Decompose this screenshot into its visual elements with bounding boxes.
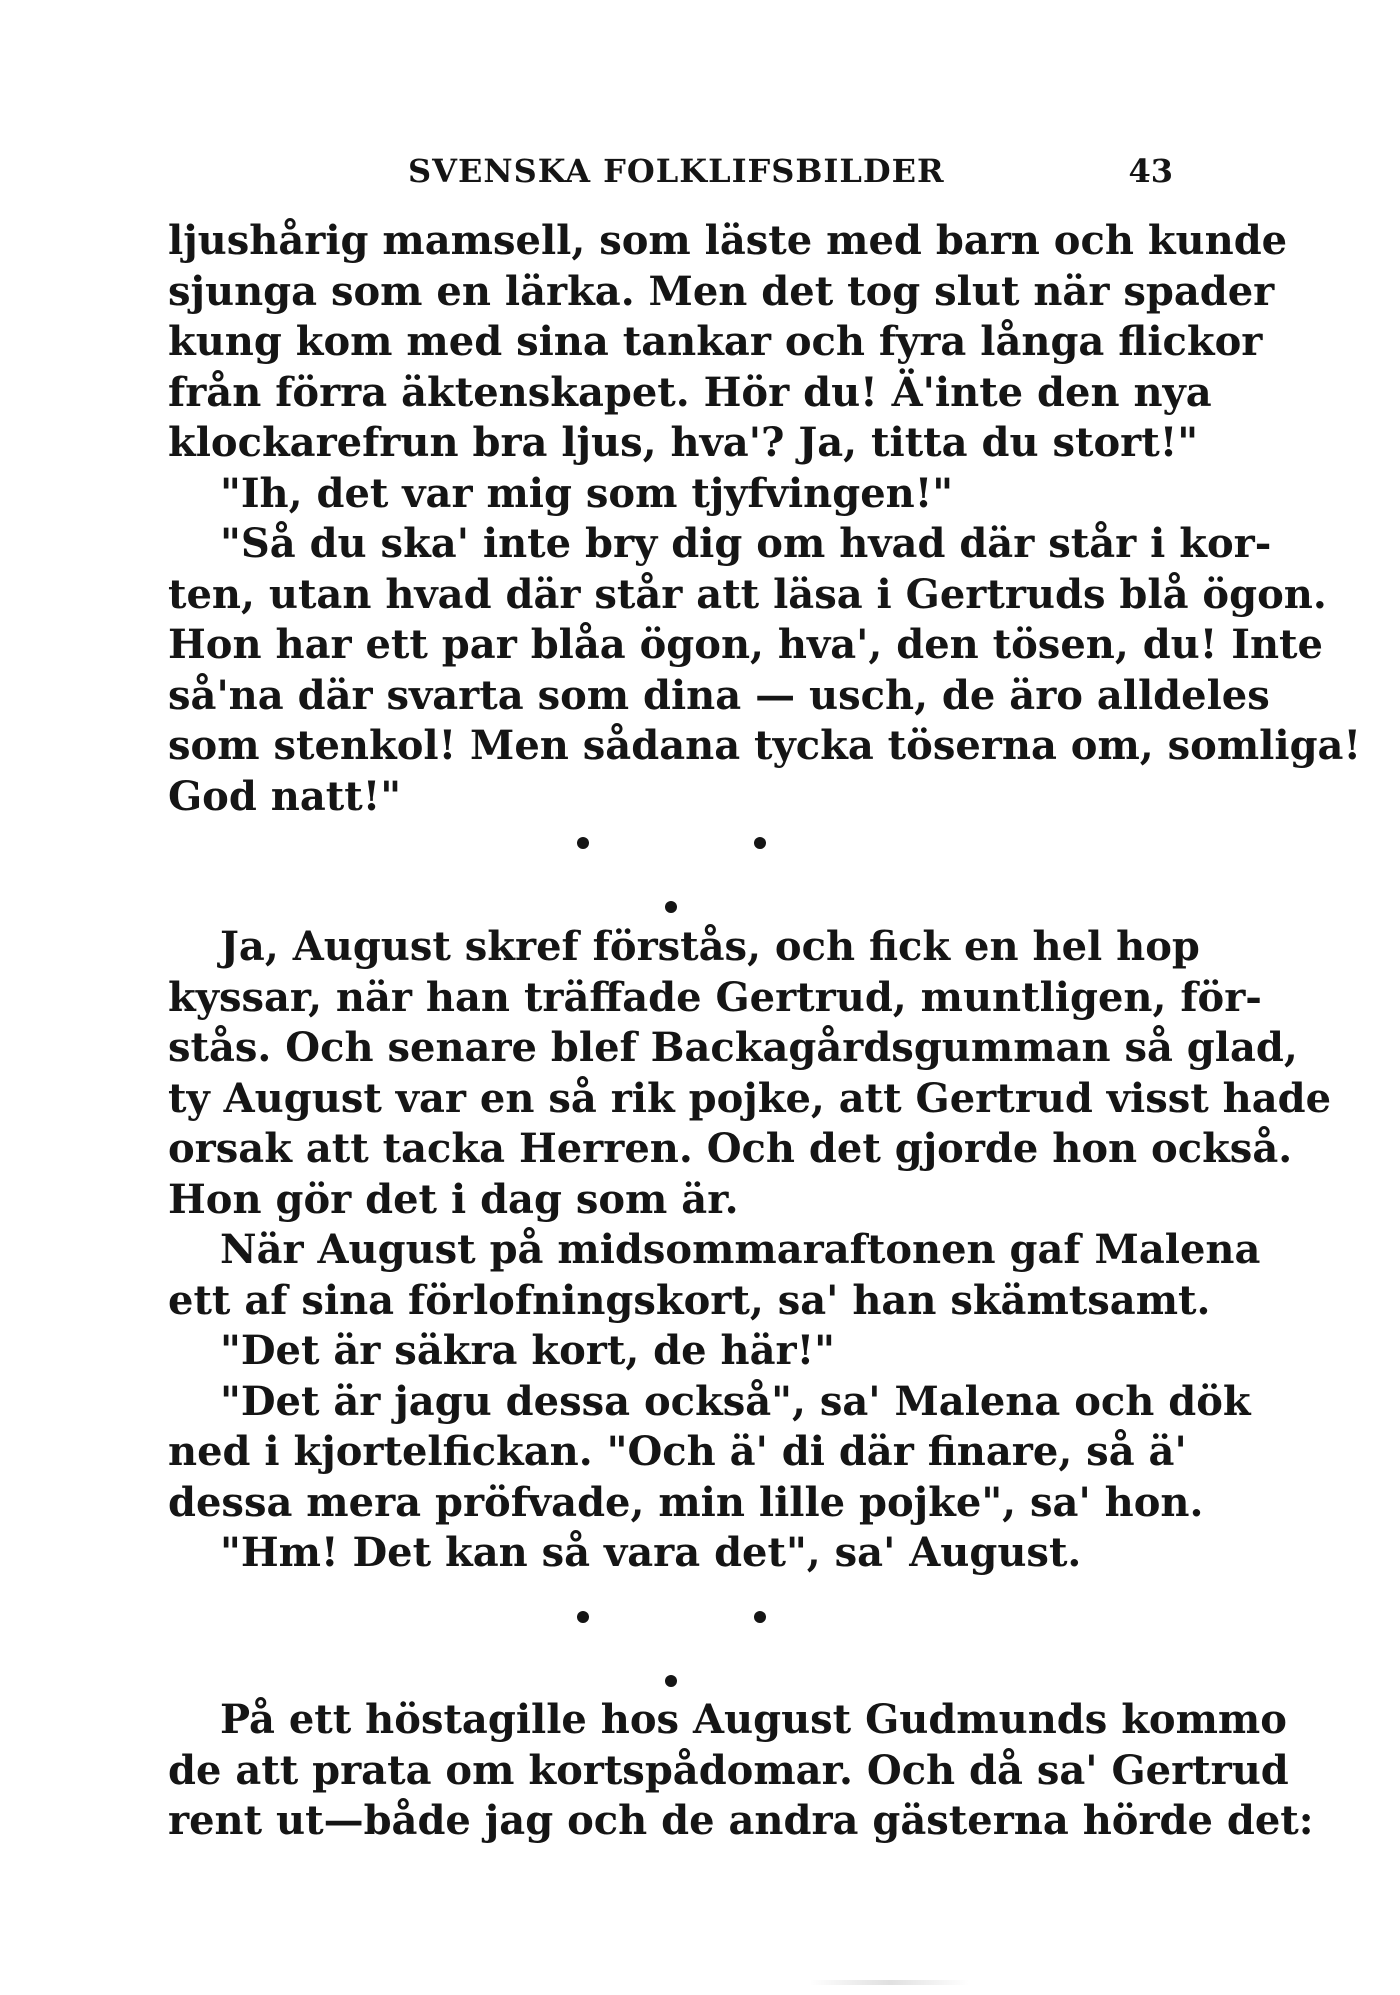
page-number: 43 (1128, 152, 1173, 190)
text-line: klockarefrun bra ljus, hva'? Ja, titta du stort!" (168, 419, 1199, 466)
text-line: På ett höstagille hos August Gudmunds kommo (220, 1696, 1287, 1743)
text-line: Ja, August skref förstås, och fick en hel hop (220, 923, 1200, 970)
text-line: rent ut—både jag och de andra gästerna hörde det: (168, 1797, 1314, 1844)
ornament-dot-icon (754, 1611, 766, 1623)
text-line: så'na där svarta som dina — usch, de äro alldeles (168, 671, 1270, 719)
text-section-dialogue (168, 216, 1362, 822)
section-ornament (168, 1600, 1173, 1710)
text-line: God natt!" (168, 772, 402, 820)
text-line: de att prata om kortspådomar. Och då sa' Gertrud (168, 1746, 1289, 1794)
text-line: som stenkol! Men sådana tycka töserna om, somliga! (168, 722, 1362, 769)
text-line: ten, utan hvad där står att läsa i Gertruds blå ögon. (168, 570, 1327, 618)
text-line: kung kom med sina tankar och fyra långa flickor (168, 318, 1263, 365)
text-line: stås. Och senare blef Backagårdsgumman så glad, (168, 1024, 1298, 1071)
text-line: "Ih, det var mig som tjyfvingen!" (220, 469, 954, 517)
text-line: När August på midsommaraftonen gaf Malena (220, 1226, 1261, 1273)
text-line: kyssar, när han träffade Gertrud, muntligen, för- (168, 973, 1262, 1021)
ornament-dot-icon (577, 837, 589, 849)
text-line: från förra äktenskapet. Hör du! Ä'inte den nya (168, 368, 1212, 416)
ornament-dot-icon (665, 901, 677, 913)
text-line: Hon har ett par blåa ögon, hva', den tösen, du! Inte (168, 621, 1323, 668)
text-line: "Hm! Det kan så vara det", sa' August. (220, 1529, 1082, 1576)
text-line: orsak att tacka Herren. Och det gjorde hon också. (168, 1125, 1293, 1172)
ornament-dot-icon (665, 1675, 677, 1687)
running-title: SVENSKA FOLKLIFSBILDER (408, 152, 945, 190)
text-line: dessa mera pröfvade, min lille pojke", sa' hon. (168, 1478, 1204, 1526)
text-line: ty August var en så rik pojke, att Gertrud visst hade (168, 1074, 1332, 1122)
text-line: ett af sina förlofningskort, sa' han skämtsamt. (168, 1276, 1211, 1324)
text-section-gathering (168, 1695, 1314, 1847)
text-line: sjunga som en lärka. Men det tog slut när spader (168, 267, 1275, 315)
text-line: Hon gör det i dag som är. (168, 1175, 739, 1223)
text-line: ned i kjortelfickan. "Och ä' di där finare, så ä' (168, 1428, 1187, 1475)
section-ornament (168, 826, 1173, 936)
ornament-dot-icon (754, 837, 766, 849)
text-line: "Det är säkra kort, de här!" (220, 1327, 835, 1374)
text-line: ljushårig mamsell, som läste med barn och kunde (168, 217, 1288, 264)
text-line: "Så du ska' inte bry dig om hvad där står i kor- (220, 520, 1272, 567)
paper-smudge (809, 1980, 969, 1985)
text-line: "Det är jagu dessa också", sa' Malena och dök (220, 1377, 1251, 1425)
page-header (168, 152, 1173, 198)
ornament-dot-icon (577, 1611, 589, 1623)
text-section-august (168, 922, 1332, 1579)
